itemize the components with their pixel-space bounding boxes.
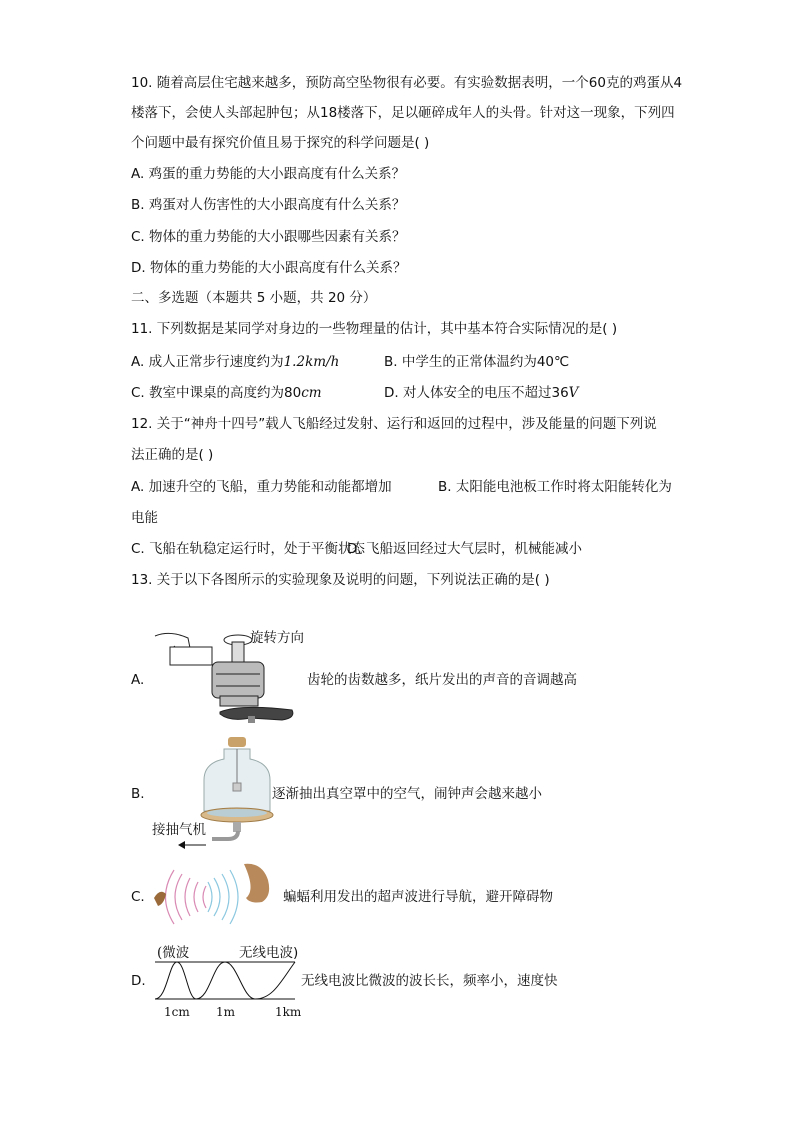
q11-option-d-text: D. 对人体安全的电压不超过36 <box>384 385 569 401</box>
wave-diagram <box>155 961 300 1001</box>
q11-option-d-unit: V <box>568 385 579 401</box>
q11-option-a-text: A. 成人正常步行速度约为 <box>131 354 284 370</box>
q12-option-b: B. 太阳能电池板工作时将太阳能转化为 <box>438 479 672 495</box>
q13-option-a-text: 齿轮的齿数越多，纸片发出的声音的音调越高 <box>307 672 577 688</box>
q13-stem: 13. 关于以下各图所示的实验现象及说明的问题，下列说法正确的是( ) <box>131 572 550 588</box>
arrow-left-icon <box>178 840 208 850</box>
q10-option-c: C. 物体的重力势能的大小跟哪些因素有关系？ <box>131 229 406 245</box>
q11-option-d <box>384 383 578 403</box>
q12-option-c: C. 飞船在轨稳定运行时，处于平衡状态 <box>131 541 366 557</box>
microwave-label: (微波 <box>157 945 190 961</box>
q13-option-a-label: A. <box>131 672 145 688</box>
q11-option-b: B. 中学生的正常体温约为40℃ <box>384 354 570 370</box>
q11-option-a <box>131 352 339 372</box>
q11-stem: 11. 下列数据是某同学对身边的一些物理量的估计，其中基本符合实际情况的是( ) <box>131 321 618 337</box>
radio-wave-label: 无线电波) <box>239 945 299 961</box>
vacuum-bell-jar-figure <box>200 735 275 845</box>
q13-option-c-text: 蝙蝠利用发出的超声波进行导航，避开障碍物 <box>283 889 553 905</box>
q11-option-c-text: C. 教室中课桌的高度约为80 <box>131 385 302 401</box>
q10-option-d: D. 物体的重力势能的大小跟高度有什么关系？ <box>131 260 407 276</box>
q13-option-d-label: D. <box>131 973 146 989</box>
rotation-direction-label: 旋转方向 <box>250 630 304 646</box>
tick-label: 1km <box>275 1005 302 1019</box>
q10-option-b: B. 鸡蛋对人伤害性的大小跟高度有什么关系？ <box>131 197 406 213</box>
section-heading: 二、多选题（本题共 5 小题，共 20 分） <box>131 290 377 306</box>
tick-label: 1cm <box>164 1005 190 1019</box>
q10-option-a: A. 鸡蛋的重力势能的大小跟高度有什么关系？ <box>131 166 406 182</box>
q11-option-a-value: 1.2km/h <box>283 354 340 370</box>
q10-stem-line: 10. 随着高层住宅越来越多，预防高空坠物很有必要。有实验数据表明，一个60克的鸡蛋从4 <box>131 75 683 91</box>
q10-stem-line: 个问题中最有探究价值且易于探究的科学问题是( ) <box>131 135 430 151</box>
vacuum-pump-label: 接抽气机 <box>152 822 206 838</box>
q13-option-b-label: B. <box>131 786 145 802</box>
q13-option-c-label: C. <box>131 889 145 905</box>
q10-stem-line: 楼落下，会使人头部起肿包；从18楼落下，足以砸碎成年人的头骨。针对这一现象，下列四 <box>131 105 675 121</box>
tick-label: 1m <box>216 1005 236 1019</box>
q12-option-d: D. 飞船返回经过大气层时，机械能减小 <box>347 541 582 557</box>
q11-option-c <box>131 383 322 403</box>
q13-option-b-text: 逐渐抽出真空罩中的空气，闹钟声会越来越小 <box>272 786 542 802</box>
q12-option-a: A. 加速升空的飞船，重力势能和动能都增加 <box>131 479 392 495</box>
q12-option-b-continued: 电能 <box>131 510 158 526</box>
q11-option-c-unit: cm <box>301 385 322 401</box>
q12-stem-line: 12. 关于“神舟十四号”载人飞船经过发射、运行和返回的过程中，涉及能量的问题下列说 <box>131 416 657 432</box>
bat-ultrasound-figure <box>152 860 282 935</box>
q12-stem-line: 法正确的是( ) <box>131 447 214 463</box>
q13-option-d-text: 无线电波比微波的波长长，频率小，速度快 <box>301 973 558 989</box>
